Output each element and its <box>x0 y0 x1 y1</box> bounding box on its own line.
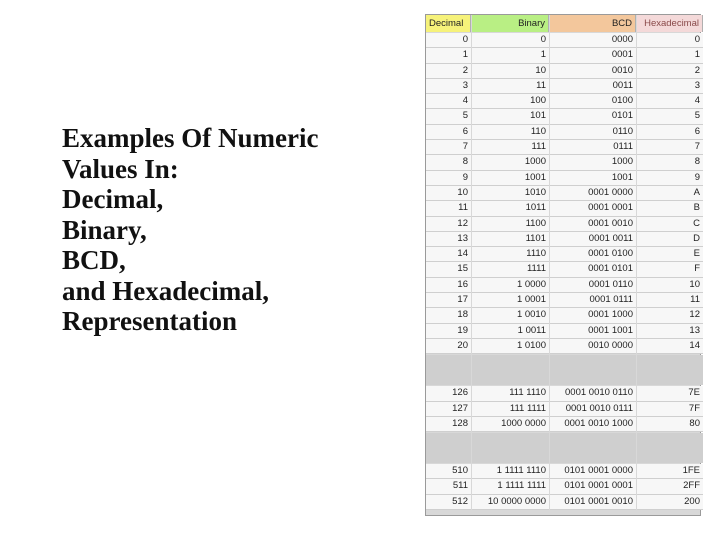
cell-decimal: 10 <box>426 186 471 201</box>
cell-bcd: 0100 <box>550 94 636 109</box>
cell-bcd: 0001 0101 <box>550 262 636 277</box>
cell-binary: 1 0100 <box>472 339 549 354</box>
cell-decimal: 15 <box>426 262 471 277</box>
cell-binary: 110 <box>472 125 549 140</box>
cell-hexadecimal: 7E <box>637 386 703 401</box>
cell-binary: 1100 <box>472 217 549 232</box>
table-group-510-to-512 <box>426 464 700 509</box>
cell-decimal: 1 <box>426 48 471 63</box>
cell-binary: 1 0010 <box>472 308 549 323</box>
cell-hexadecimal: 3 <box>637 79 703 94</box>
cell-bcd: 0101 0001 0010 <box>550 495 636 510</box>
caption-line: Examples Of Numeric <box>62 123 319 153</box>
table-row <box>426 278 700 292</box>
cell-hexadecimal: C <box>637 217 703 232</box>
cell-bcd: 0111 <box>550 140 636 155</box>
table-row <box>426 339 700 353</box>
table-row <box>426 171 700 185</box>
cell-hexadecimal: A <box>637 186 703 201</box>
cell-bcd: 0001 0000 <box>550 186 636 201</box>
cell-binary: 1 1111 1110 <box>472 464 549 479</box>
cell-binary: 1 0001 <box>472 293 549 308</box>
cell-decimal: 511 <box>426 479 471 494</box>
cell-hexadecimal: B <box>637 201 703 216</box>
table-row <box>426 33 700 47</box>
cell-decimal: 3 <box>426 79 471 94</box>
cell-bcd: 0001 0001 <box>550 201 636 216</box>
table-row <box>426 232 700 246</box>
cell-hexadecimal: 8 <box>637 155 703 170</box>
cell-decimal: 4 <box>426 94 471 109</box>
cell-decimal: 17 <box>426 293 471 308</box>
table-row <box>426 402 700 416</box>
cell-bcd: 0001 1000 <box>550 308 636 323</box>
cell-bcd: 1001 <box>550 171 636 186</box>
cell-binary: 1 0011 <box>472 324 549 339</box>
cell-decimal: 8 <box>426 155 471 170</box>
table-row <box>426 186 700 200</box>
cell-hexadecimal: 9 <box>637 171 703 186</box>
cell-binary: 1101 <box>472 232 549 247</box>
cell-binary: 111 1111 <box>472 402 549 417</box>
table-row <box>426 386 700 400</box>
cell-binary: 1000 0000 <box>472 417 549 432</box>
cell-hexadecimal: 1 <box>637 48 703 63</box>
cell-bcd: 0001 0010 <box>550 217 636 232</box>
table-header <box>426 15 700 32</box>
cell-decimal: 13 <box>426 232 471 247</box>
cell-decimal: 12 <box>426 217 471 232</box>
table-row <box>426 417 700 431</box>
cell-binary: 101 <box>472 109 549 124</box>
cell-decimal: 127 <box>426 402 471 417</box>
cell-bcd: 0101 0001 0000 <box>550 464 636 479</box>
table-row <box>426 262 700 276</box>
table-row <box>426 464 700 478</box>
cell-decimal: 126 <box>426 386 471 401</box>
header-hexadecimal: Hexadecimal <box>637 15 703 32</box>
cell-hexadecimal: E <box>637 247 703 262</box>
cell-hexadecimal: 4 <box>637 94 703 109</box>
cell-binary: 1111 <box>472 262 549 277</box>
cell-bcd: 0000 <box>550 33 636 48</box>
cell-binary: 1 1111 1111 <box>472 479 549 494</box>
cell-binary: 1010 <box>472 186 549 201</box>
cell-hexadecimal: F <box>637 262 703 277</box>
cell-binary: 1 <box>472 48 549 63</box>
cell-hexadecimal: 10 <box>637 278 703 293</box>
cell-decimal: 19 <box>426 324 471 339</box>
cell-binary: 100 <box>472 94 549 109</box>
table-row <box>426 247 700 261</box>
cell-decimal: 18 <box>426 308 471 323</box>
cell-binary: 111 <box>472 140 549 155</box>
header-binary: Binary <box>472 15 549 32</box>
cell-binary: 1011 <box>472 201 549 216</box>
cell-decimal: 5 <box>426 109 471 124</box>
cell-hexadecimal: 5 <box>637 109 703 124</box>
cell-binary: 1001 <box>472 171 549 186</box>
caption-line: Binary, <box>62 214 147 245</box>
header-bcd: BCD <box>550 15 636 32</box>
cell-binary: 10 <box>472 64 549 79</box>
cell-bcd: 1000 <box>550 155 636 170</box>
cell-binary: 1 0000 <box>472 278 549 293</box>
cell-decimal: 128 <box>426 417 471 432</box>
cell-bcd: 0001 0011 <box>550 232 636 247</box>
cell-bcd: 0001 1001 <box>550 324 636 339</box>
table-row <box>426 79 700 93</box>
table-row <box>426 293 700 307</box>
cell-decimal: 9 <box>426 171 471 186</box>
cell-bcd: 0001 0110 <box>550 278 636 293</box>
table-row <box>426 64 700 78</box>
table-gap <box>426 355 700 385</box>
cell-hexadecimal: 11 <box>637 293 703 308</box>
caption-line: Representation <box>62 306 237 336</box>
table-row <box>426 155 700 169</box>
cell-hexadecimal: 2FF <box>637 479 703 494</box>
conversion-table <box>425 14 701 516</box>
cell-hexadecimal: D <box>637 232 703 247</box>
cell-hexadecimal: 0 <box>637 33 703 48</box>
cell-decimal: 0 <box>426 33 471 48</box>
cell-decimal: 7 <box>426 140 471 155</box>
cell-binary: 10 0000 0000 <box>472 495 549 510</box>
cell-binary: 0 <box>472 33 549 48</box>
cell-hexadecimal: 2 <box>637 64 703 79</box>
cell-bcd: 0001 0111 <box>550 293 636 308</box>
cell-binary: 1110 <box>472 247 549 262</box>
table-row <box>426 324 700 338</box>
cell-decimal: 11 <box>426 201 471 216</box>
cell-binary: 111 1110 <box>472 386 549 401</box>
caption-line: Values In: <box>62 153 179 184</box>
cell-bcd: 0001 <box>550 48 636 63</box>
cell-decimal: 510 <box>426 464 471 479</box>
caption-text <box>62 123 402 337</box>
cell-decimal: 20 <box>426 339 471 354</box>
cell-binary: 11 <box>472 79 549 94</box>
cell-bcd: 0001 0010 1000 <box>550 417 636 432</box>
table-row <box>426 140 700 154</box>
cell-bcd: 0101 <box>550 109 636 124</box>
cell-bcd: 0110 <box>550 125 636 140</box>
table-row <box>426 495 700 509</box>
cell-decimal: 14 <box>426 247 471 262</box>
table-group-126-to-128 <box>426 386 700 431</box>
cell-hexadecimal: 1FE <box>637 464 703 479</box>
cell-decimal: 16 <box>426 278 471 293</box>
cell-hexadecimal: 6 <box>637 125 703 140</box>
cell-bcd: 0010 0000 <box>550 339 636 354</box>
cell-hexadecimal: 7 <box>637 140 703 155</box>
table-row <box>426 109 700 123</box>
cell-hexadecimal: 13 <box>637 324 703 339</box>
table-row <box>426 201 700 215</box>
cell-hexadecimal: 14 <box>637 339 703 354</box>
cell-bcd: 0001 0010 0110 <box>550 386 636 401</box>
cell-decimal: 2 <box>426 64 471 79</box>
cell-decimal: 6 <box>426 125 471 140</box>
cell-hexadecimal: 200 <box>637 495 703 510</box>
cell-bcd: 0001 0010 0111 <box>550 402 636 417</box>
table-row <box>426 94 700 108</box>
table-row <box>426 479 700 493</box>
header-decimal: Decimal <box>426 15 471 32</box>
cell-decimal: 512 <box>426 495 471 510</box>
cell-bcd: 0101 0001 0001 <box>550 479 636 494</box>
table-group-0-to-20 <box>426 33 700 353</box>
caption-line: and Hexadecimal, <box>62 275 269 306</box>
caption-line: Decimal, <box>62 184 164 214</box>
table-row <box>426 308 700 322</box>
cell-binary: 1000 <box>472 155 549 170</box>
cell-bcd: 0011 <box>550 79 636 94</box>
table-row <box>426 48 700 62</box>
table-row <box>426 125 700 139</box>
cell-hexadecimal: 80 <box>637 417 703 432</box>
cell-hexadecimal: 12 <box>637 308 703 323</box>
cell-hexadecimal: 7F <box>637 402 703 417</box>
table-gap <box>426 433 700 463</box>
cell-bcd: 0001 0100 <box>550 247 636 262</box>
table-row <box>426 217 700 231</box>
caption-line: BCD, <box>62 245 126 275</box>
cell-bcd: 0010 <box>550 64 636 79</box>
